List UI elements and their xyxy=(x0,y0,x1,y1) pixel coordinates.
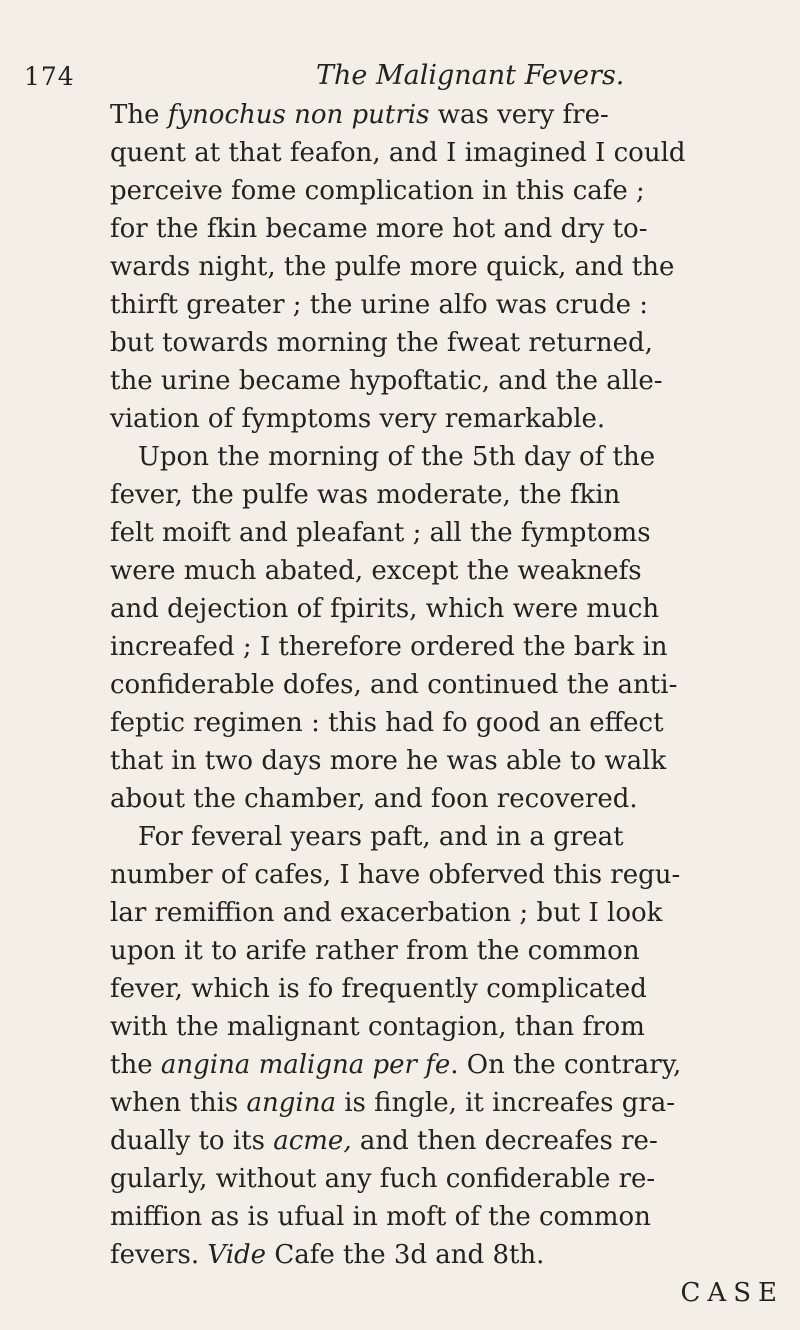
text-line: fever, the pulfe was moderate, the fkin xyxy=(110,480,621,510)
body-text xyxy=(110,96,790,1312)
text-line: confiderable dofes, and continued the anti- xyxy=(110,670,678,700)
text-line: the angina maligna per fe. On the contrary, xyxy=(110,1050,682,1080)
italic-text: fynochus non putris xyxy=(167,100,430,130)
text-line: about the chamber, and foon recovered. xyxy=(110,784,638,814)
text-line: viation of fymptoms very remarkable. xyxy=(110,404,606,434)
text-line: were much abated, except the weaknefs xyxy=(110,556,642,586)
text-line: gularly, without any fuch confiderable re- xyxy=(110,1164,656,1194)
text-line: with the malignant contagion, than from xyxy=(110,1012,645,1042)
text-line: feptic regimen : this had fo good an effect xyxy=(110,708,664,738)
text-line: The fynochus non putris was very fre- xyxy=(110,100,609,130)
catchword: CASE xyxy=(680,1278,784,1308)
text-line: increafed ; I therefore ordered the bark in xyxy=(110,632,668,662)
text-line: and dejection of fpirits, which were much xyxy=(110,594,660,624)
text-line: fever, which is fo frequently complicated xyxy=(110,974,647,1004)
text-line: number of cafes, I have obferved this regu- xyxy=(110,860,681,890)
text-line: lar remiffion and exacerbation ; but I look xyxy=(110,898,663,928)
text-line: dually to its acme, and then decreafes re- xyxy=(110,1126,658,1156)
text-line: upon it to arife rather from the common xyxy=(110,936,640,966)
text-line: felt moift and pleafant ; all the fymptoms xyxy=(110,518,651,548)
page-number: 174 xyxy=(24,62,75,91)
italic-text: angina xyxy=(246,1088,336,1118)
text-line: perceive fome complication in this cafe ; xyxy=(110,176,645,206)
italic-text: acme, xyxy=(273,1126,352,1156)
italic-text: Vide xyxy=(207,1240,267,1270)
text-line: quent at that feafon, and I imagined I could xyxy=(110,138,686,168)
running-head: The Malignant Fevers. xyxy=(316,60,625,91)
text-line: For feveral years paft, and in a great xyxy=(138,822,624,852)
text-line: miffion as is ufual in moft of the common xyxy=(110,1202,651,1232)
text-line: thirft greater ; the urine alfo was crude : xyxy=(110,290,649,320)
text-line: wards night, the pulfe more quick, and the xyxy=(110,252,675,282)
text-line: the urine became hypoftatic, and the alle- xyxy=(110,366,663,396)
text-line: Upon the morning of the 5th day of the xyxy=(138,442,656,472)
text-line: when this angina is fingle, it increafes gra- xyxy=(110,1088,676,1118)
italic-text: angina maligna per fe xyxy=(160,1050,451,1080)
text-line: for the fkin became more hot and dry to- xyxy=(110,214,648,244)
text-line: fevers. Vide Cafe the 3d and 8th. xyxy=(110,1240,545,1270)
text-line: that in two days more he was able to walk xyxy=(110,746,667,776)
text-line: but towards morning the fweat returned, xyxy=(110,328,653,358)
